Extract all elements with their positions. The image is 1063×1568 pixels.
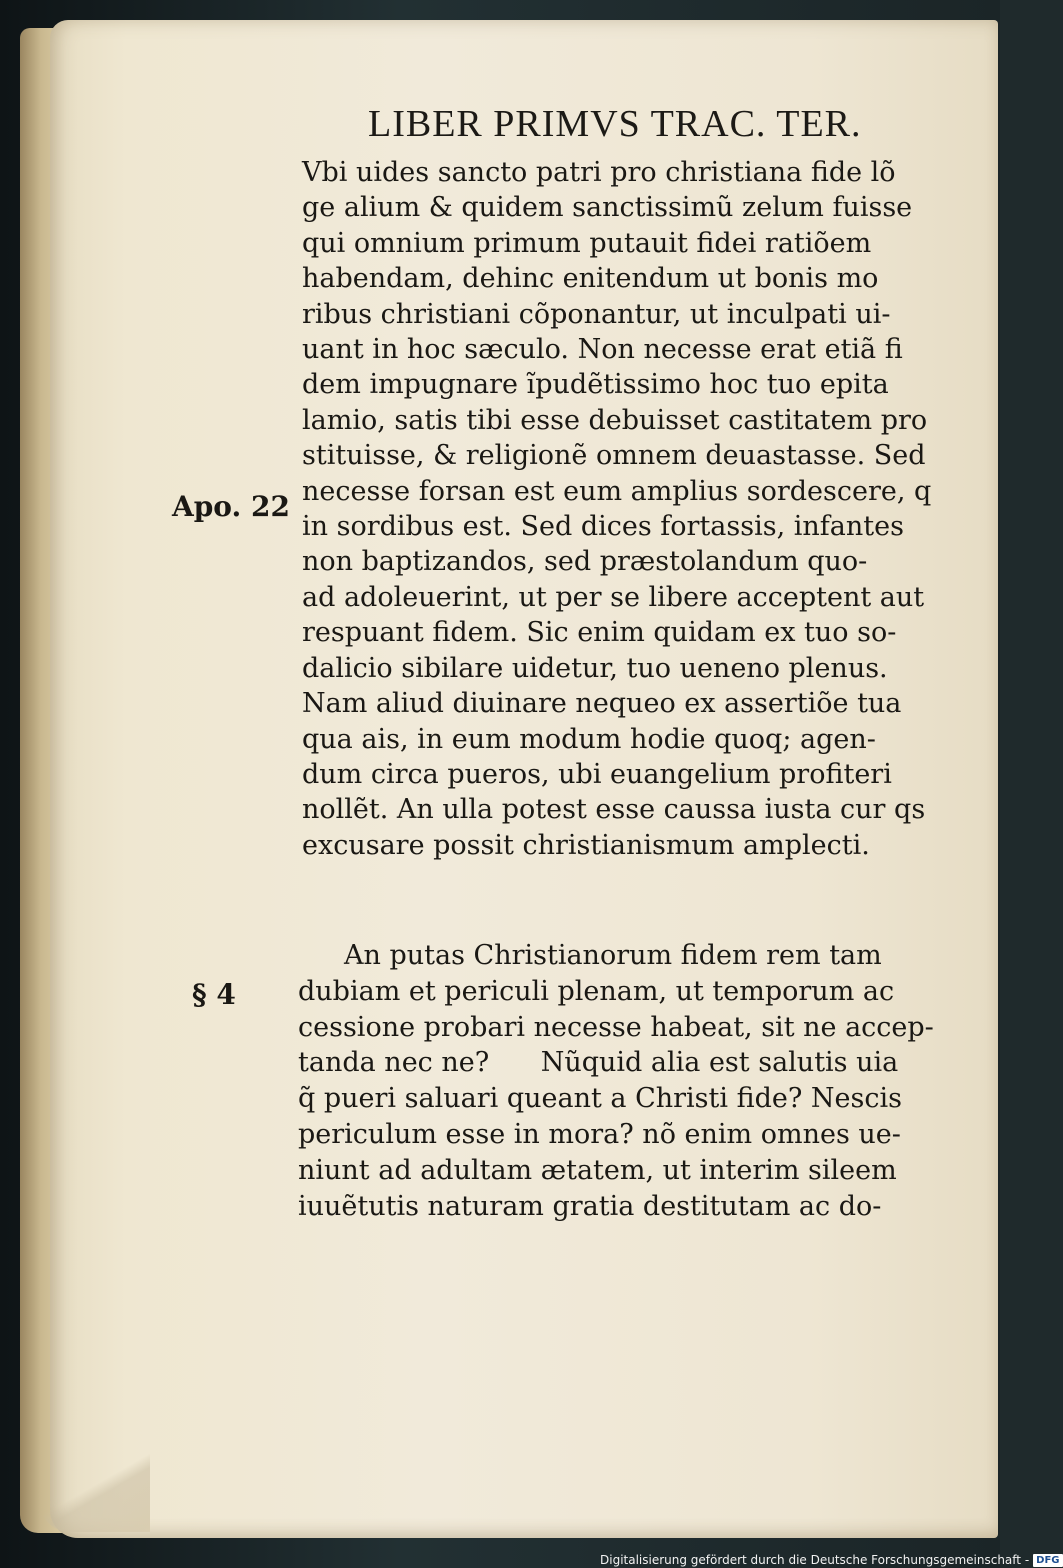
text-line: dubiam et periculi plenam, ut temporum ac: [298, 975, 895, 1007]
text-line: in sordibus est. Sed dices fortassis, infantes: [302, 511, 904, 543]
text-line: ad adoleuerint, ut per se libere acceptent aut: [302, 581, 925, 613]
text-line: dum circa pueros, ubi euangelium profiteri: [302, 758, 892, 790]
credit-text: Digitalisierung gefördert durch die Deutsche Forschungsgemeinschaft -: [600, 1553, 1030, 1567]
digitization-credit: [600, 1552, 1063, 1568]
text-line: ribus christiani cõponantur, ut inculpati ui-: [302, 298, 891, 330]
text-line: Nam aliud diuinare nequeo ex assertiõe tua: [302, 688, 902, 720]
paragraph-2: [298, 938, 948, 1224]
text-line: ge alium & quidem sanctissimũ zelum fuisse: [302, 192, 913, 224]
text-line: periculum esse in mora? nõ enim omnes ue-: [298, 1118, 901, 1150]
text-line: niunt ad adultam ætatem, ut interim sileem: [298, 1154, 897, 1186]
text-line: habendam, dehinc enitendum ut bonis mo: [302, 263, 879, 295]
margin-note-apocalypse: Apo. 22: [172, 490, 290, 523]
text-line: dem impugnare ĩpudẽtissimo hoc tuo epita: [302, 369, 889, 401]
text-line: dalicio sibilare uidetur, tuo ueneno plenus.: [302, 652, 888, 684]
text-line: uant in hoc sæculo. Non necesse erat etiã fi: [302, 334, 903, 366]
text-line: respuant fidem. Sic enim quidam ex tuo so-: [302, 617, 897, 649]
text-line: Vbi uides sancto patri pro christiana fide lõ: [302, 157, 896, 188]
folded-corner: [40, 1452, 150, 1532]
text-line: stituisse, & religionẽ omnem deuastasse. Sed: [302, 440, 926, 472]
text-line: necesse forsan est eum amplius sordescere, q: [302, 475, 932, 507]
text-line: An putas Christianorum fidem rem tam: [344, 940, 882, 971]
text-line: iuuẽtutis naturam gratia destitutam ac do-: [298, 1190, 882, 1222]
margin-note-section: § 4: [192, 978, 236, 1011]
text-line: tanda nec ne? Nũquid alia est salutis uia: [298, 1047, 899, 1079]
text-line: excusare possit christianismum amplecti.: [302, 829, 870, 861]
text-line: q̃ pueri saluari queant a Christi fide? Nescis: [298, 1083, 903, 1115]
dfg-logo-icon: DFG: [1033, 1554, 1062, 1567]
text-line: lamio, satis tibi esse debuisset castitatem pro: [302, 404, 928, 436]
text-line: qua ais, in eum modum hodie quoq; agen-: [302, 723, 876, 755]
text-line: qui omnium primum putauit fidei ratiõem: [302, 227, 872, 259]
text-line: non baptizandos, sed præstolandum quo-: [302, 546, 868, 578]
text-line: cessione probari necesse habeat, sit ne accep-: [298, 1011, 934, 1043]
running-head: LIBER PRIMVS TRAC. TER.: [368, 103, 862, 145]
text-line: nollẽt. An ulla potest esse caussa iusta cur qs: [302, 794, 926, 826]
paragraph-1: [302, 155, 952, 863]
